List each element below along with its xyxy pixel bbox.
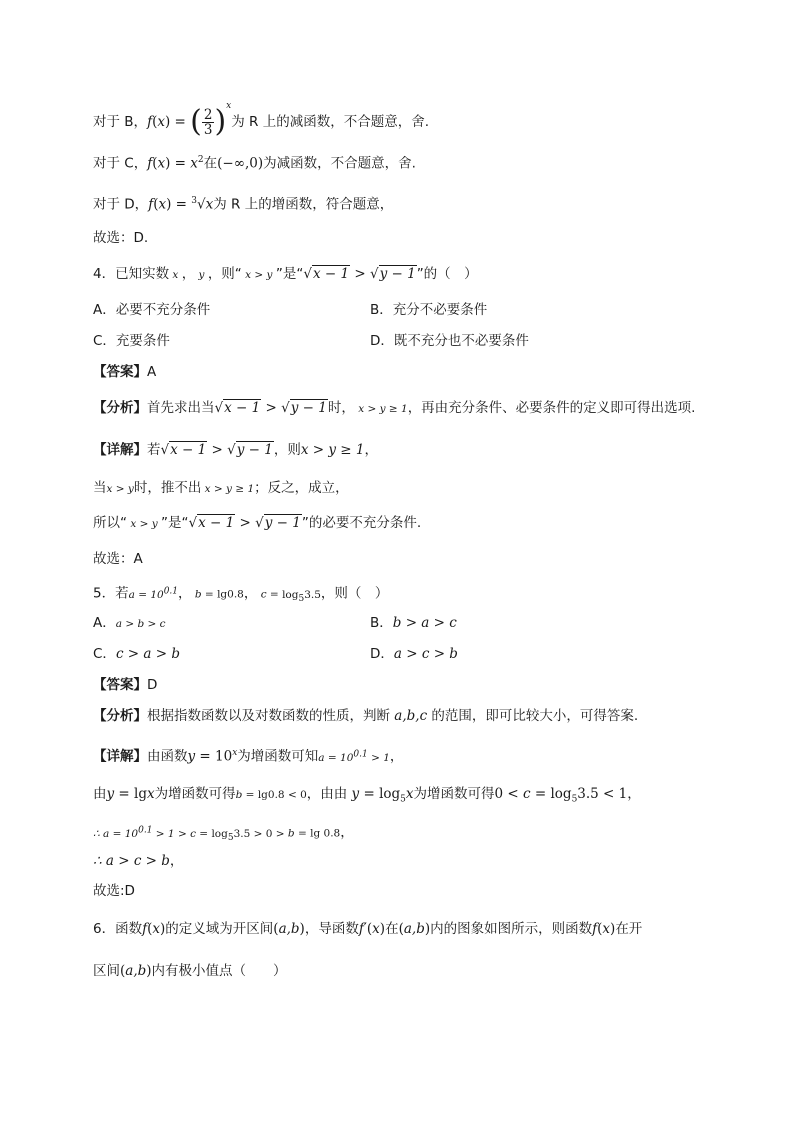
q5-option-c[interactable]: C．c > a > b	[93, 646, 180, 662]
q5-stem: 5．若$a = 10^{0.1}$， b = lg0.8， $c = \log_53.5$，则（ ）	[93, 585, 389, 604]
q4-analysis: 【分析】首先求出当√x − 1 > √y − 1时， x > y ≥ 1，再由充分条件、必要条件的定义即可得出选项.	[93, 400, 696, 416]
q6-stem: 6．函数f(x)的定义域为开区间(a,b)，导函数f′(x)在(a,b)内的图象如图所示，则函数f(x)在开	[93, 921, 643, 937]
q4-option-d[interactable]: D．既不充分也不必要条件	[370, 333, 529, 349]
q4-stem: 4．已知实数 x ， y ，则“ x > y ”是“√x − 1 > √y − 1”的（ ）	[93, 266, 478, 282]
q4-detail-line3: 所以“ x > y ”是“√x − 1 > √y − 1”的必要不充分条件.	[93, 515, 422, 531]
q3-conclusion: 故选：D.	[93, 230, 149, 246]
q4-answer: 【答案】A	[93, 364, 157, 380]
q4-option-c[interactable]: C．充要条件	[93, 333, 170, 349]
q3-option-c-detail: 对于 C，$f(x) = x^2$在(−∞,0)为减函数，不合题意，舍.	[93, 155, 416, 172]
q5-answer: 【答案】D	[93, 677, 158, 693]
fraction-2-3: $\frac{2}{3}$	[203, 106, 213, 138]
q5-detail-line4: ∴ a > c > b，	[93, 853, 184, 869]
q4-detail: 【详解】若√x − 1 > √y − 1，则x > y ≥ 1，	[93, 442, 378, 458]
q4-detail-line2: 当x > y时，推不出 x > y ≥ 1；反之，成立，	[93, 480, 349, 496]
q5-detail-line2: 由y = lgx为增函数可得b = lg0.8 < 0，由由 $y = \log_5x$为增函数可得$0 < c = \log_53.5 < 1$，	[93, 786, 641, 805]
q5-conclusion: 故选:D	[93, 883, 135, 899]
q3-option-d-detail: 对于 D，f(x) = $^3$√x为 R 上的增函数，符合题意，	[93, 196, 394, 213]
q6-stem-line2: 区间(a,b)内有极小值点（ ）	[93, 963, 287, 979]
q5-option-d[interactable]: D．a > c > b	[370, 646, 458, 662]
q5-analysis: 【分析】根据指数函数以及对数函数的性质，判断 a,b,c 的范围，即可比较大小，可得答案.	[93, 708, 639, 724]
q5-detail-line3: ∴ $a = 10^{0.1} > 1 > c = \log_53.5 > 0 > b = \lg 0.8$，	[93, 824, 354, 843]
q5-option-a[interactable]: A．a > b > c	[93, 615, 166, 631]
q5-option-b[interactable]: B．b > a > c	[370, 615, 457, 631]
q4-option-b[interactable]: B．充分不必要条件	[370, 302, 488, 318]
q4-option-a[interactable]: A．必要不充分条件	[93, 302, 211, 318]
q3-option-b-detail: 对于 B，f(x) = ( $\frac{2}{3}$ )$^x$为 R 上的减函数，不合题意，舍.	[93, 101, 430, 139]
q5-detail: 【详解】由函数$y = 10^x$为增函数可知$a = 10^{0.1} > 1$，	[93, 748, 404, 765]
q4-conclusion: 故选：A	[93, 551, 143, 567]
